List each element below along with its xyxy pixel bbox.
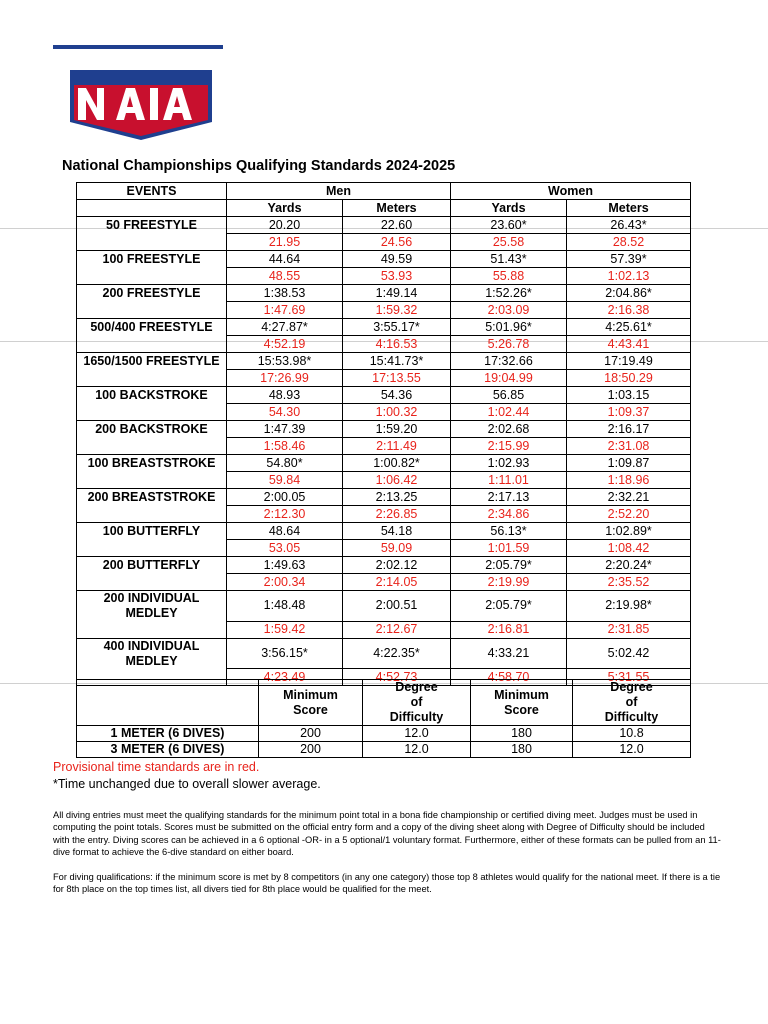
- standard-time: 2:05.79*: [451, 591, 567, 622]
- event-label-spacer: [77, 404, 227, 421]
- standard-time: 5:02.42: [567, 638, 691, 669]
- event-provisional-row: [77, 438, 691, 455]
- provisional-time: 2:12.67: [343, 621, 451, 638]
- event-standard-row: [77, 421, 691, 438]
- provisional-time: 19:04.99: [451, 370, 567, 387]
- standard-time: 2:00.05: [227, 489, 343, 506]
- provisional-time: 5:31.55: [567, 669, 691, 686]
- provisional-time: 1:47.69: [227, 302, 343, 319]
- standard-time: 17:19.49: [567, 353, 691, 370]
- standard-time: 2:00.51: [343, 591, 451, 622]
- provisional-time: 2:11.49: [343, 438, 451, 455]
- event-standard-row: [77, 319, 691, 336]
- provisional-time: 2:26.85: [343, 506, 451, 523]
- men-header: Men: [227, 183, 451, 200]
- standard-time: 57.39*: [567, 251, 691, 268]
- standard-time: 2:04.86*: [567, 285, 691, 302]
- event-label: 100 BREASTSTROKE: [77, 455, 227, 472]
- provisional-time: 2:16.81: [451, 621, 567, 638]
- provisional-time: 4:43.41: [567, 336, 691, 353]
- standard-time: 2:02.68: [451, 421, 567, 438]
- event-label-spacer: [77, 574, 227, 591]
- event-provisional-row: [77, 336, 691, 353]
- standard-time: 1:47.39: [227, 421, 343, 438]
- women-meters-header: Meters: [567, 200, 691, 217]
- dive-event-label: 3 METER (6 DIVES): [77, 742, 259, 758]
- provisional-time: 1:06.42: [343, 472, 451, 489]
- standard-time: 1:09.87: [567, 455, 691, 472]
- event-label-spacer: [77, 621, 227, 638]
- event-label-spacer: [77, 336, 227, 353]
- provisional-time: 4:58.70: [451, 669, 567, 686]
- provisional-time: 4:23.49: [227, 669, 343, 686]
- standard-time: 1:38.53: [227, 285, 343, 302]
- standard-time: 4:22.35*: [343, 638, 451, 669]
- standard-time: 56.85: [451, 387, 567, 404]
- event-label: 100 BACKSTROKE: [77, 387, 227, 404]
- event-standard-row: [77, 523, 691, 540]
- event-label-spacer: [77, 234, 227, 251]
- provisional-time: 2:19.99: [451, 574, 567, 591]
- diving-qualifications-paragraph: For diving qualifications: if the minimum score is met by 8 competitors (in any one category) those top 8 athletes would qualify for the national meet. If there is a tie for 8th place on the top times list, all divers tied for 8th place would be qualified for the meet.: [53, 872, 721, 895]
- dive-value: 12.0: [363, 726, 471, 742]
- men-meters-header: Meters: [343, 200, 451, 217]
- header-accent-bar: [53, 45, 223, 49]
- event-label: 1650/1500 FREESTYLE: [77, 353, 227, 370]
- provisional-time: 2:31.08: [567, 438, 691, 455]
- standard-time: 1:48.48: [227, 591, 343, 622]
- provisional-time: 55.88: [451, 268, 567, 285]
- provisional-time: 1:01.59: [451, 540, 567, 557]
- standard-time: 1:52.26*: [451, 285, 567, 302]
- event-provisional-row: [77, 506, 691, 523]
- dive-value: 180: [471, 742, 573, 758]
- event-label-spacer: [77, 302, 227, 319]
- dive-value: 200: [259, 742, 363, 758]
- event-standard-row: [77, 285, 691, 302]
- standard-time: 1:03.15: [567, 387, 691, 404]
- provisional-time: 54.30: [227, 404, 343, 421]
- provisional-time: 2:15.99: [451, 438, 567, 455]
- provisional-time: 1:59.42: [227, 621, 343, 638]
- standard-time: 4:27.87*: [227, 319, 343, 336]
- provisional-time: 59.09: [343, 540, 451, 557]
- standard-time: 15:41.73*: [343, 353, 451, 370]
- event-provisional-row: [77, 472, 691, 489]
- standard-time: 49.59: [343, 251, 451, 268]
- event-standard-row: [77, 387, 691, 404]
- provisional-time: 2:12.30: [227, 506, 343, 523]
- standard-time: 1:00.82*: [343, 455, 451, 472]
- dive-value: 200: [259, 726, 363, 742]
- standard-time: 51.43*: [451, 251, 567, 268]
- event-label-spacer: [77, 370, 227, 387]
- event-label-spacer: [77, 438, 227, 455]
- event-label-spacer: [77, 506, 227, 523]
- unchanged-note: *Time unchanged due to overall slower average.: [53, 777, 321, 791]
- provisional-time: 17:26.99: [227, 370, 343, 387]
- provisional-time: 2:35.52: [567, 574, 691, 591]
- standard-time: 48.93: [227, 387, 343, 404]
- event-label: 100 FREESTYLE: [77, 251, 227, 268]
- dive-value: 12.0: [573, 742, 691, 758]
- event-label: 200 BUTTERFLY: [77, 557, 227, 574]
- provisional-time: 1:09.37: [567, 404, 691, 421]
- swim-table-body: [77, 217, 691, 686]
- women-minimum-score-header: Minimum Score: [471, 680, 573, 726]
- provisional-time: 53.05: [227, 540, 343, 557]
- men-yards-header: Yards: [227, 200, 343, 217]
- provisional-time: 4:52.19: [227, 336, 343, 353]
- event-label: 500/400 FREESTYLE: [77, 319, 227, 336]
- standard-time: 54.18: [343, 523, 451, 540]
- women-header: Women: [451, 183, 691, 200]
- standard-time: 22.60: [343, 217, 451, 234]
- dive-row: [77, 726, 691, 742]
- provisional-time: 2:31.85: [567, 621, 691, 638]
- provisional-time: 28.52: [567, 234, 691, 251]
- provisional-time: 1:00.32: [343, 404, 451, 421]
- provisional-time: 2:03.09: [451, 302, 567, 319]
- provisional-time: 2:16.38: [567, 302, 691, 319]
- standard-time: 2:17.13: [451, 489, 567, 506]
- event-standard-row: [77, 557, 691, 574]
- provisional-time: 1:18.96: [567, 472, 691, 489]
- provisional-time: 4:52.73: [343, 669, 451, 686]
- standard-time: 48.64: [227, 523, 343, 540]
- event-standard-row: [77, 591, 691, 622]
- standard-time: 2:02.12: [343, 557, 451, 574]
- dive-row: [77, 742, 691, 758]
- dive-value: 10.8: [573, 726, 691, 742]
- standard-time: 44.64: [227, 251, 343, 268]
- dive-value: 180: [471, 726, 573, 742]
- swim-standards-table: [76, 182, 691, 686]
- event-provisional-row: [77, 404, 691, 421]
- standard-time: 1:49.63: [227, 557, 343, 574]
- standard-time: 3:55.17*: [343, 319, 451, 336]
- men-degree-of-difficulty-header: Degree of Difficulty: [363, 680, 471, 726]
- provisional-time: 2:14.05: [343, 574, 451, 591]
- naia-logo: [66, 68, 216, 142]
- standard-time: 2:13.25: [343, 489, 451, 506]
- event-label: 200 BREASTSTROKE: [77, 489, 227, 506]
- event-provisional-row: [77, 574, 691, 591]
- event-label-spacer: [77, 268, 227, 285]
- diving-standards-table: [76, 679, 691, 758]
- provisional-time: 1:02.13: [567, 268, 691, 285]
- dive-header-blank: [77, 680, 259, 726]
- provisional-time: 2:00.34: [227, 574, 343, 591]
- dive-value: 12.0: [363, 742, 471, 758]
- events-subheader-blank: [77, 200, 227, 217]
- provisional-time: 1:02.44: [451, 404, 567, 421]
- provisional-time: 53.93: [343, 268, 451, 285]
- standard-time: 2:20.24*: [567, 557, 691, 574]
- standard-time: 2:19.98*: [567, 591, 691, 622]
- provisional-time: 17:13.55: [343, 370, 451, 387]
- provisional-note: Provisional time standards are in red.: [53, 760, 260, 774]
- event-label: 200 FREESTYLE: [77, 285, 227, 302]
- standard-time: 2:05.79*: [451, 557, 567, 574]
- standard-time: 15:53.98*: [227, 353, 343, 370]
- provisional-time: 18:50.29: [567, 370, 691, 387]
- provisional-time: 21.95: [227, 234, 343, 251]
- provisional-time: 1:11.01: [451, 472, 567, 489]
- event-label: 50 FREESTYLE: [77, 217, 227, 234]
- diving-entries-paragraph: All diving entries must meet the qualifying standards for the minimum point total in a bona fide championship or certified diving meet. Judges must be used in computing the point totals. Scores must be submitted on the official entry form and a copy of the diving sheet along with Degree of Difficulty should be included with the entry. Diving scores can be achieved in a 6 optional -OR- in a 5 optional/1 voluntary format. Furthermore, either of these formats can be pulled from an 11-dive format to achieve the 6-dive standard on either board.: [53, 810, 721, 858]
- standard-time: 3:56.15*: [227, 638, 343, 669]
- event-provisional-row: [77, 234, 691, 251]
- event-provisional-row: [77, 370, 691, 387]
- event-label: 200 BACKSTROKE: [77, 421, 227, 438]
- standard-time: 56.13*: [451, 523, 567, 540]
- event-standard-row: [77, 489, 691, 506]
- women-yards-header: Yards: [451, 200, 567, 217]
- event-provisional-row: [77, 302, 691, 319]
- standard-time: 1:02.89*: [567, 523, 691, 540]
- standard-time: 4:25.61*: [567, 319, 691, 336]
- event-standard-row: [77, 251, 691, 268]
- event-label: 200 INDIVIDUAL MEDLEY: [77, 591, 227, 622]
- event-label-spacer: [77, 540, 227, 557]
- page-title: National Championships Qualifying Standards 2024-2025: [62, 158, 456, 174]
- standard-time: 26.43*: [567, 217, 691, 234]
- provisional-time: 5:26.78: [451, 336, 567, 353]
- event-provisional-row: [77, 540, 691, 557]
- standard-time: 2:32.21: [567, 489, 691, 506]
- standard-time: 2:16.17: [567, 421, 691, 438]
- standard-time: 4:33.21: [451, 638, 567, 669]
- dive-event-label: 1 METER (6 DIVES): [77, 726, 259, 742]
- standard-time: 5:01.96*: [451, 319, 567, 336]
- women-degree-of-difficulty-header: Degree of Difficulty: [573, 680, 691, 726]
- men-minimum-score-header: Minimum Score: [259, 680, 363, 726]
- event-provisional-row: [77, 268, 691, 285]
- standard-time: 23.60*: [451, 217, 567, 234]
- event-label: 100 BUTTERFLY: [77, 523, 227, 540]
- event-provisional-row: [77, 621, 691, 638]
- provisional-time: 48.55: [227, 268, 343, 285]
- standard-time: 1:02.93: [451, 455, 567, 472]
- standard-time: 1:59.20: [343, 421, 451, 438]
- standard-time: 54.36: [343, 387, 451, 404]
- provisional-time: 1:58.46: [227, 438, 343, 455]
- event-standard-row: [77, 217, 691, 234]
- provisional-time: 2:34.86: [451, 506, 567, 523]
- event-label: 400 INDIVIDUAL MEDLEY: [77, 638, 227, 669]
- standard-time: 54.80*: [227, 455, 343, 472]
- events-header: EVENTS: [77, 183, 227, 200]
- event-standard-row: [77, 353, 691, 370]
- standard-time: 17:32.66: [451, 353, 567, 370]
- event-label-spacer: [77, 472, 227, 489]
- standard-time: 20.20: [227, 217, 343, 234]
- event-standard-row: [77, 638, 691, 669]
- standard-time: 1:49.14: [343, 285, 451, 302]
- provisional-time: 4:16.53: [343, 336, 451, 353]
- provisional-time: 59.84: [227, 472, 343, 489]
- event-standard-row: [77, 455, 691, 472]
- provisional-time: 2:52.20: [567, 506, 691, 523]
- provisional-time: 1:59.32: [343, 302, 451, 319]
- provisional-time: 24.56: [343, 234, 451, 251]
- provisional-time: 1:08.42: [567, 540, 691, 557]
- provisional-time: 25.58: [451, 234, 567, 251]
